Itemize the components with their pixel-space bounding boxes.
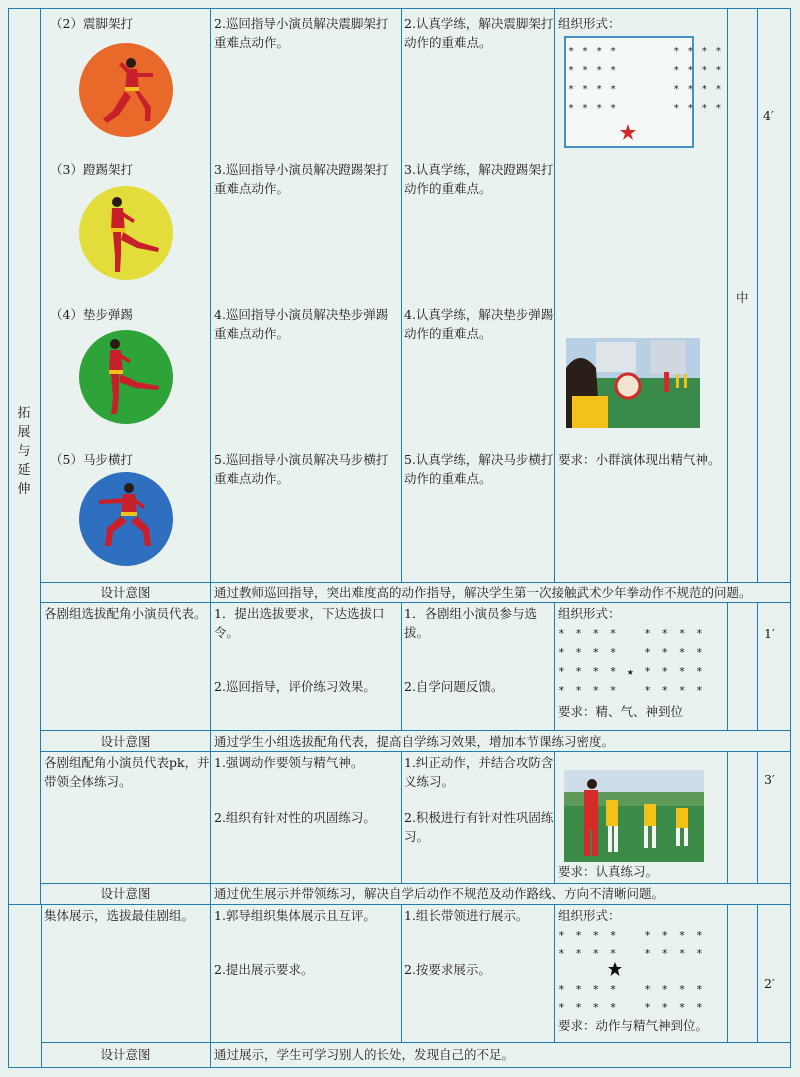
martial-artist-figure-icon [79, 330, 173, 424]
formation-row: * * * * * * * * [558, 627, 705, 640]
col-line-2d [401, 904, 402, 1042]
col-line-2b [401, 602, 402, 730]
formation-row: * * * * * * * * [558, 983, 705, 996]
move-illustration-yellow [79, 186, 173, 280]
block3-teacher-1: 1.强调动作要领与精气神。 [214, 755, 364, 770]
formation-row: * * * * * * * * [558, 947, 705, 960]
design-label-1: 设计意图 [100, 585, 151, 600]
design-intent-4: 通过展示，学生可学习别人的长处，发现自己的不足。 [214, 1047, 515, 1062]
student-step-3: 3.认真学练，解决蹬踢架打动作的重难点。 [404, 162, 554, 196]
design-intent-3: 通过优生展示并带领练习，解决自学后动作不规范及动作路线、方向不清晰问题。 [214, 886, 665, 901]
org-form-label-4: 组织形式： [558, 908, 621, 923]
col-line-5c [757, 751, 758, 883]
col-line-3d [554, 904, 555, 1042]
block3-time: 3′ [764, 772, 775, 787]
move-illustration-blue [79, 472, 173, 566]
col-line-5d [757, 904, 758, 1042]
block4-teacher-1: 1.郭导组织集体展示且互评。 [214, 908, 376, 923]
photo-scene [564, 770, 704, 862]
block3-student-1: 1.纠正动作，并结合攻防含义练习。 [404, 755, 554, 789]
design-label-3: 设计意图 [100, 886, 151, 901]
org-form-label-1: 组织形式： [558, 16, 621, 31]
requirement-1: 要求：小群演体现出精气神。 [558, 452, 721, 467]
org-form-label-2: 组织形式： [558, 606, 621, 621]
teacher-step-2: 2.巡回指导小演员解决震脚架打重难点动作。 [214, 16, 389, 50]
col-line-3b [554, 602, 555, 730]
formation-row: * * * * * * * * [568, 103, 723, 114]
formation-row: * * * * * * * * [558, 929, 705, 942]
formation-row: * * * * * * * * [558, 1001, 705, 1014]
student-step-5: 5.认真学练，解决马步横打动作的重难点。 [404, 452, 554, 486]
photo-scene [566, 338, 700, 428]
col-line-4b [727, 602, 728, 730]
block4-activity: 集体展示，选拔最佳剧组。 [44, 908, 195, 923]
col-line-5b [757, 602, 758, 730]
col-line-2c [401, 751, 402, 883]
block3-requirement: 要求：认真练习。 [558, 864, 659, 879]
formation-row: * * * * ★ * * * * [558, 665, 705, 678]
martial-artist-figure-icon [79, 472, 173, 566]
design-label-2: 设计意图 [100, 734, 151, 749]
move-title-5: （5）马步横打 [50, 452, 133, 467]
martial-artist-figure-icon [79, 186, 173, 280]
block4-teacher-2: 2.提出展示要求。 [214, 962, 314, 977]
formation-row: * * * * * * * * [558, 684, 705, 697]
block2-teacher-1: 1．提出选拔要求，下达选拔口令。 [214, 606, 385, 640]
col-line-3 [554, 8, 555, 582]
red-star-icon [620, 124, 636, 140]
block2-requirement: 要求：精、气、神到位 [558, 704, 684, 719]
practice-photo-1 [566, 338, 700, 428]
practice-photo-2 [564, 770, 704, 862]
move-illustration-orange [79, 43, 173, 137]
block4-student-2: 2.按要求展示。 [404, 962, 491, 977]
design-intent-2: 通过学生小组选拔配角代表，提高自学练习效果，增加本节课练习密度。 [214, 734, 615, 749]
teacher-step-4: 4.巡回指导小演员解决垫步弹踢重难点动作。 [214, 307, 389, 341]
block2-activity: 各剧组选拔配角小演员代表。 [44, 606, 207, 621]
section-label: 拓展与延伸 [17, 406, 31, 497]
design-intent-1: 通过教师巡回指导，突出难度高的动作指导，解决学生第一次接触武术少年拳动作不规范的问题。 [214, 585, 752, 600]
col-line-5 [757, 8, 758, 582]
row-line-7 [41, 1042, 791, 1043]
row-line-4 [41, 751, 791, 752]
black-star-icon [608, 962, 622, 976]
formation-row: * * * * * * * * [568, 46, 723, 57]
move-title-4: （4）垫步弹踢 [50, 307, 133, 322]
row-line-3 [41, 730, 791, 731]
block2-student-1: 1．各剧组小演员参与选拔。 [404, 606, 537, 640]
block4-student-1: 1.组长带领进行展示。 [404, 908, 529, 923]
col-line-2 [401, 8, 402, 582]
design-label-4: 设计意图 [100, 1047, 151, 1062]
move-illustration-green [79, 330, 173, 424]
block4-requirement: 要求：动作与精气神到位。 [558, 1018, 709, 1033]
student-step-4: 4.认真学练，解决垫步弹踢动作的重难点。 [404, 307, 554, 341]
move-title-3: （3）蹬踢架打 [50, 162, 133, 177]
formation-row: * * * * * * * * [568, 84, 723, 95]
teacher-step-5: 5.巡回指导小演员解决马步横打重难点动作。 [214, 452, 389, 486]
martial-artist-figure-icon [79, 43, 173, 137]
block3-student-2: 2.积极进行有针对性巩固练习。 [404, 810, 554, 844]
formation-row: * * * * * * * * [558, 646, 705, 659]
intensity: 中 [736, 290, 749, 305]
block3-activity: 各剧组配角小演员代表pk，并带领全体练习。 [44, 755, 210, 789]
formation-row: * * * * * * * * [568, 65, 723, 76]
row-line-6 [8, 904, 791, 905]
time-1: 4′ [763, 108, 774, 123]
block3-teacher-2: 2.组织有针对性的巩固练习。 [214, 810, 376, 825]
col-line-4c [727, 751, 728, 883]
col-line-1 [210, 8, 211, 1068]
col-line-3c [554, 751, 555, 883]
block2-teacher-2: 2.巡回指导，评价练习效果。 [214, 679, 376, 694]
block2-student-2: 2.自学问题反馈。 [404, 679, 504, 694]
section-col-lower [41, 904, 42, 1068]
block2-time: 1′ [764, 626, 775, 641]
teacher-step-3: 3.巡回指导小演员解决蹬踢架打重难点动作。 [214, 162, 389, 196]
col-line-4d [727, 904, 728, 1042]
student-step-2: 2.认真学练，解决震脚架打动作的重难点。 [404, 16, 554, 50]
move-title-2: （2）震脚架打 [50, 16, 133, 31]
formation-diagram-1 [564, 36, 723, 148]
col-line-4 [727, 8, 728, 582]
row-line-2 [41, 602, 791, 603]
block4-time: 2′ [764, 976, 775, 991]
